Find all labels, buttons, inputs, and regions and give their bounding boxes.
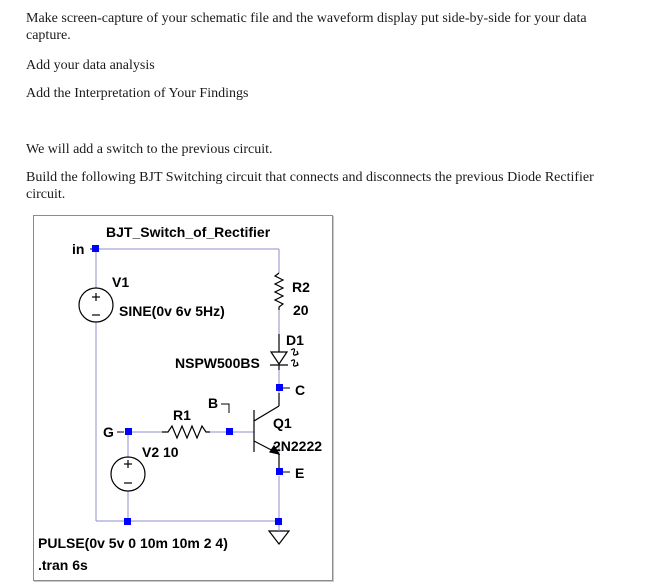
node-g	[125, 428, 132, 435]
d1-model-label: NSPW500BS	[175, 355, 260, 371]
q1-name-label: Q1	[273, 415, 292, 431]
node-c	[276, 384, 283, 391]
instruction-interpretation: Add the Interpretation of Your Findings	[26, 86, 249, 101]
node-e	[276, 468, 283, 475]
v1-sine-source	[79, 288, 113, 322]
node-b	[226, 428, 233, 435]
instruction-build-circuit: Build the following BJT Switching circuit that connects and disconnects the previous Diode Rectifier circuit.	[26, 170, 594, 202]
r2-resistor	[275, 273, 283, 310]
schematic-drawing	[34, 216, 332, 580]
r2-value-label: 20	[293, 302, 309, 318]
d1-name-label: D1	[286, 332, 304, 348]
net-label-c: C	[295, 382, 306, 398]
node-ground	[275, 518, 282, 525]
r1-name-label: R1	[173, 407, 191, 423]
intro-add-switch: We will add a switch to the previous circuit.	[26, 142, 273, 157]
r1-resistor	[162, 426, 210, 438]
q1-model-label: 2N2222	[273, 438, 323, 454]
spice-directive: .tran 6s	[38, 557, 88, 573]
ground-icon	[269, 531, 289, 544]
v1-value-label: SINE(0v 6v 5Hz)	[119, 303, 225, 319]
net-label-in: in	[72, 241, 85, 257]
v1-name-label: V1	[112, 274, 130, 290]
node-in	[92, 245, 99, 252]
instruction-data-analysis: Add your data analysis	[26, 58, 155, 73]
instruction-screen-capture: Make screen-capture of your schematic file and the waveform display put side-by-side for your data capture.	[26, 11, 587, 43]
schematic-figure	[33, 215, 333, 581]
net-label-g: G	[103, 424, 114, 440]
v2-pulse-source	[111, 457, 145, 491]
node-bottom-left	[124, 518, 131, 525]
net-label-b: B	[208, 395, 219, 411]
schematic-title-text: BJT_Switch_of_Rectifier	[106, 224, 271, 240]
v2-value-label: PULSE(0v 5v 0 10m 10m 2 4)	[38, 535, 228, 551]
v2-r1-value-label: V2 10	[142, 444, 179, 460]
r2-name-label: R2	[292, 279, 310, 295]
net-label-e: E	[295, 465, 305, 481]
